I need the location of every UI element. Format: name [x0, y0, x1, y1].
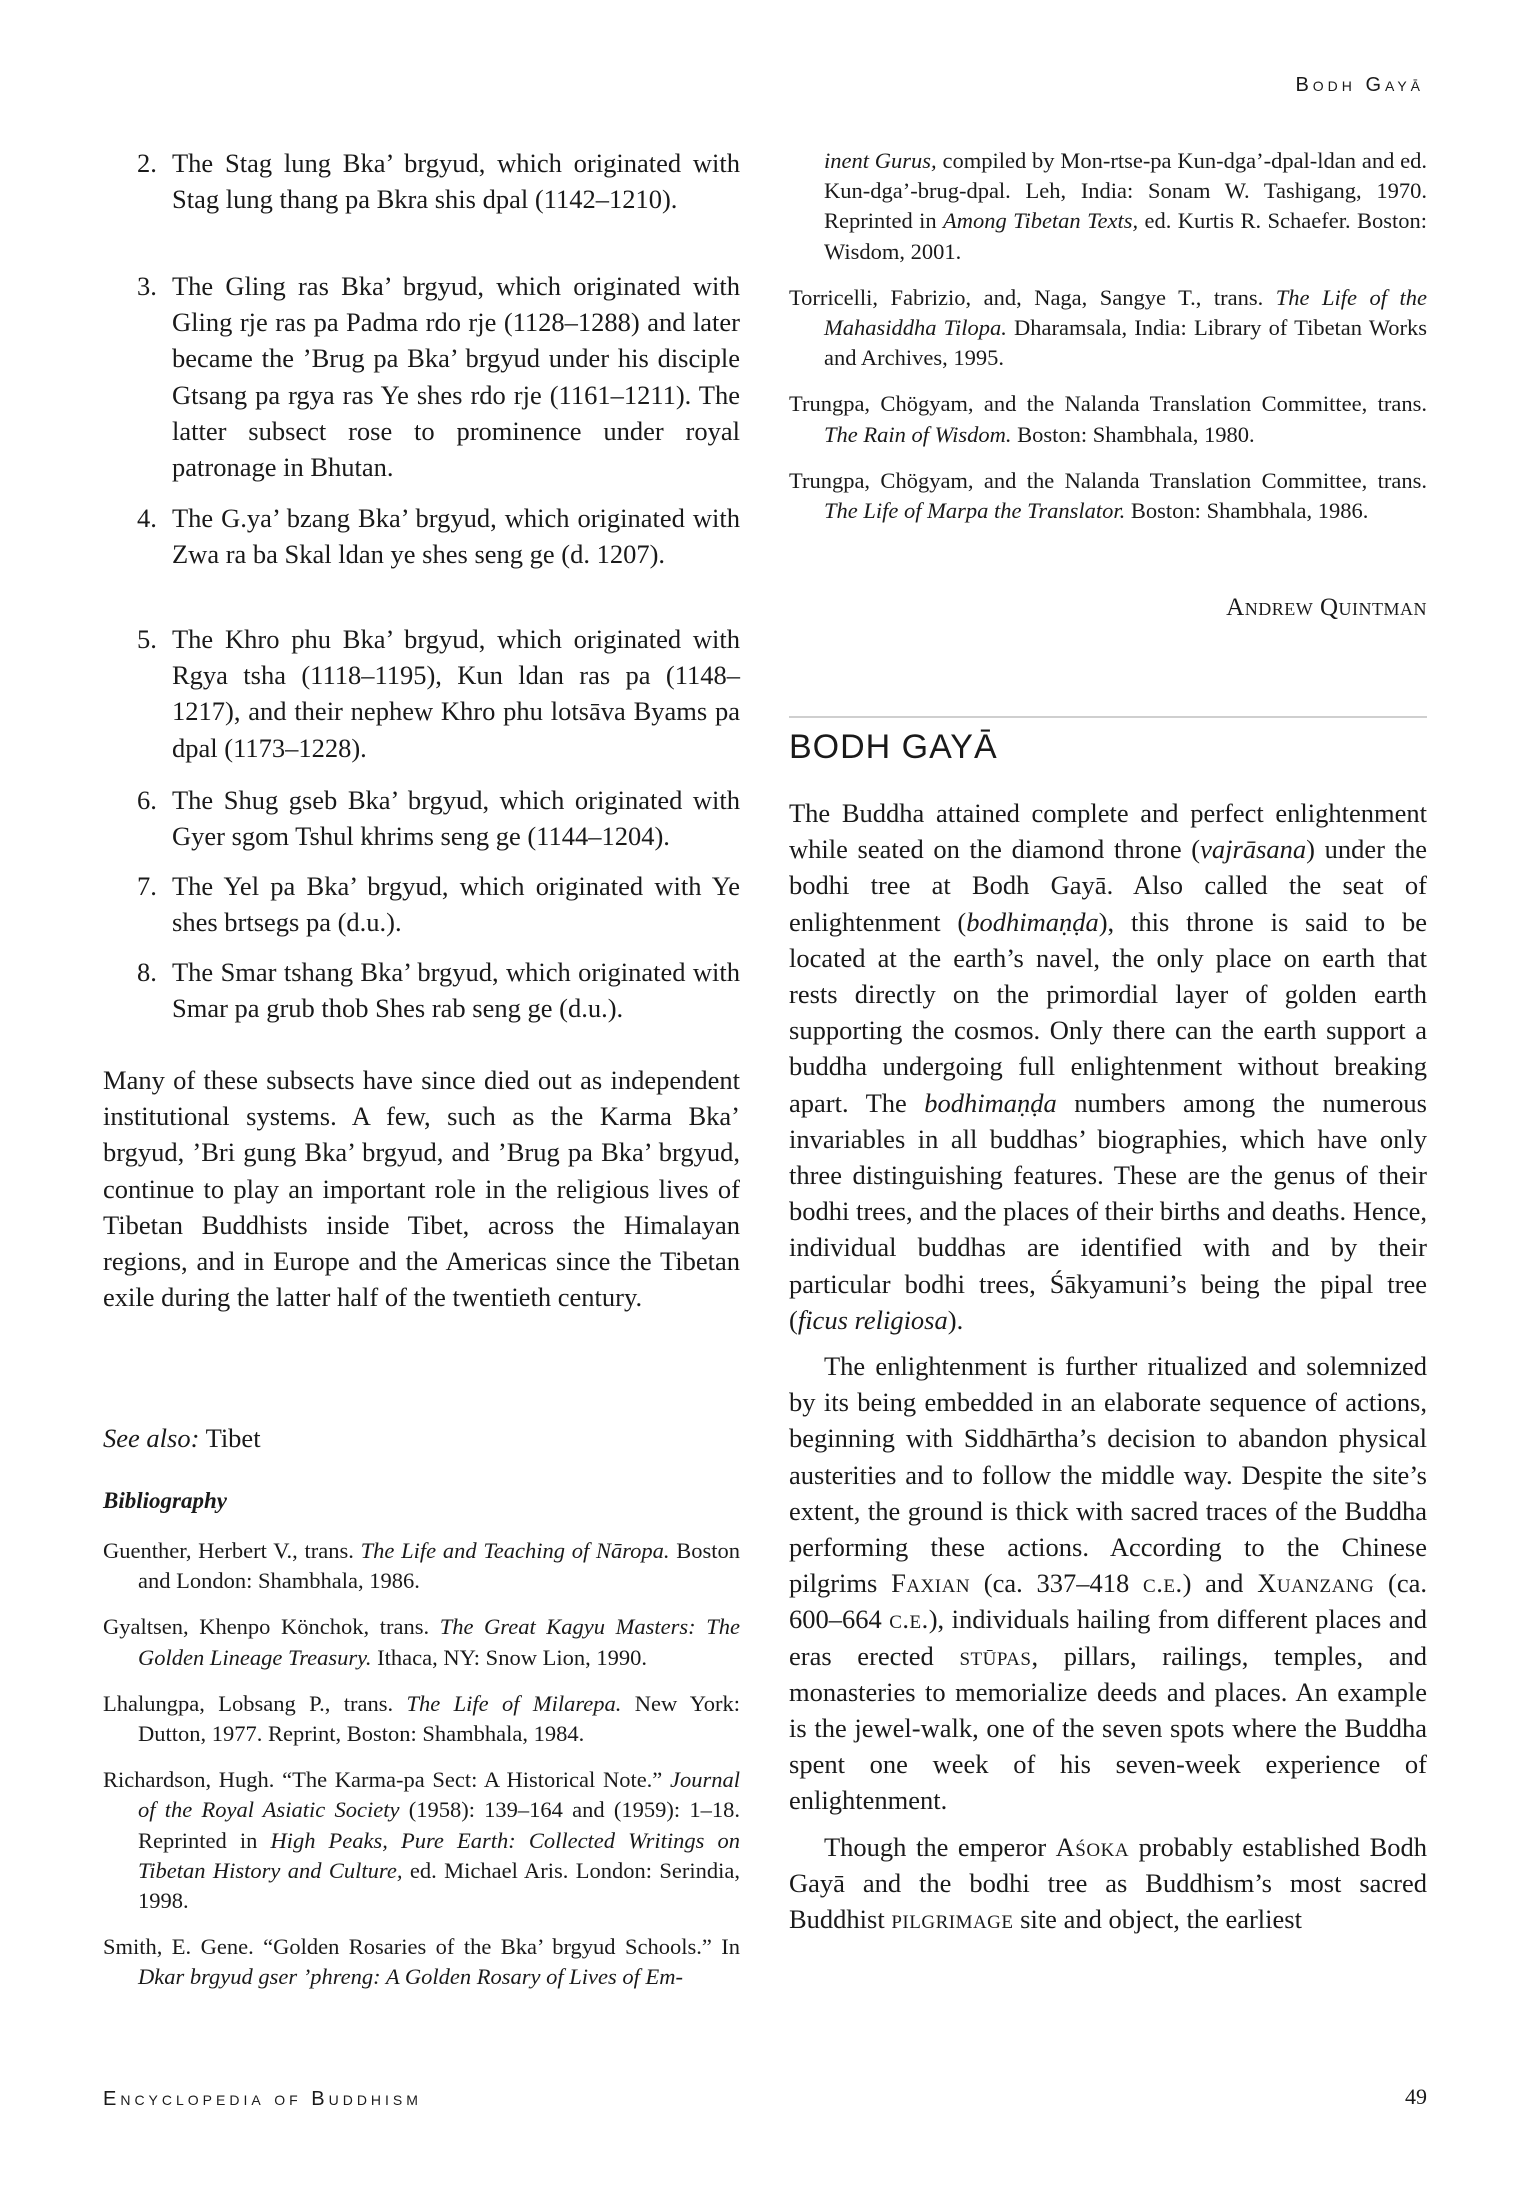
- list-text: The Stag lung Bka’ brgyud, which originated with Stag lung thang pa Bkra shis dpal (1142–1210).: [172, 148, 740, 215]
- text-segment: (1958): 139–164 and (1959): 1–18. Reprinted in: [138, 1797, 740, 1853]
- text-segment: Ithaca, NY: Snow Lion, 1990.: [371, 1644, 647, 1670]
- bibliography-list-right: [789, 146, 1427, 542]
- text-segment: (ca. 600–664: [789, 1568, 1427, 1635]
- list-text: The G.ya’ bzang Bka’ brgyud, which originated with Zwa ra ba Skal ldan ye shes seng ge (d. 1207).: [172, 503, 740, 570]
- text-segment: (ca. 337–418: [970, 1568, 1144, 1599]
- italic-text: ficus religiosa: [797, 1304, 948, 1335]
- text-segment: Smith, E. Gene. “Golden Rosaries of the Bka’ brgyud Schools.” In: [103, 1934, 740, 1960]
- text-segment: Boston: Shambhala, 1986.: [1125, 498, 1369, 524]
- italic-text: The Life of Milarepa.: [406, 1690, 622, 1716]
- italic-text: bodhimaṇḍa: [966, 906, 1099, 937]
- list-number: 6.: [137, 785, 157, 815]
- list-number: 4.: [137, 503, 157, 533]
- italic-text: vajrāsana: [1200, 834, 1307, 865]
- text-segment: New York: Dutton, 1977. Reprint, Boston: Shambhala, 1984.: [138, 1690, 740, 1747]
- list-item: [137, 500, 740, 572]
- cross-reference-link[interactable]: pilgrimage: [891, 1904, 1014, 1935]
- text-segment: Guenther, Herbert V., trans.: [103, 1538, 361, 1563]
- text-segment: Dharamsala, India: Library of Tibetan Works and Archives, 1995.: [824, 315, 1428, 371]
- body-paragraph: [789, 1348, 1427, 1819]
- text-segment: , pillars, railings, temples, and monasteries to memorialize deeds and places. An example is the jewel-walk, one of the seven spots where the Buddha spent one week of his seven-week experience of enlightenment.: [789, 1640, 1427, 1816]
- see-also: [103, 1420, 261, 1456]
- text-segment: The Buddha attained complete and perfect enlightenment while seated on the diamond throne (: [789, 798, 1427, 865]
- italic-text: High Peaks, Pure Earth: Collected Writings on Tibetan History and Culture,: [138, 1827, 741, 1883]
- bibliography-entry: [789, 466, 1427, 526]
- footer-book-title: Encyclopedia of Buddhism: [103, 2088, 422, 2110]
- cross-reference-link[interactable]: Xuanzang: [1257, 1568, 1375, 1599]
- bibliography-entry: [103, 1536, 740, 1596]
- bibliography-heading: Bibliography: [103, 1488, 227, 1513]
- text-segment: Gyaltsen, Khenpo Könchok, trans.: [103, 1614, 440, 1640]
- article-author: Andrew Quintman: [1226, 594, 1427, 621]
- list-text: The Smar tshang Bka’ brgyud, which originated with Smar pa grub thob Shes rab seng ge (d.u.).: [172, 957, 740, 1024]
- text-segment: Richardson, Hugh. “The Karma-pa Sect: A Historical Note.”: [103, 1767, 670, 1793]
- list-number: 7.: [137, 871, 157, 901]
- text-segment: ).: [947, 1304, 964, 1335]
- text-segment: The enlightenment is further ritualized and solemnized by its being embedded in an elaborate sequence of actions, beginning with Siddhārtha’s decision to abandon physical austerities and to follow the middle way. Despite the site’s extent, the ground is thick with sacred traces of the Buddha performing these actions. According to the Chinese pilgrims: [789, 1351, 1427, 1599]
- list-item: [137, 954, 740, 1026]
- bibliography-list-left: [103, 1536, 740, 2009]
- text-segment: ), individuals hailing from different places and eras erected: [789, 1604, 1427, 1671]
- italic-text: The Great Kagyu Masters: The Golden Lineage Treasury.: [138, 1614, 740, 1670]
- text-segment: ), this throne is said to be located at the earth’s navel, the only place on earth that rests directly on the primordial layer of golden earth supporting the cosmos. Only there can the earth support a buddha undergoing full enlightenment without breaking apart. The: [789, 906, 1427, 1118]
- italic-text: The Life of Marpa the Translator.: [824, 498, 1126, 524]
- bibliography-entry: [789, 389, 1427, 449]
- text-segment: site and object, the earliest: [1013, 1904, 1302, 1935]
- list-text: The Shug gseb Bka’ brgyud, which originated with Gyer sgom Tshul khrims seng ge (1144–1204).: [172, 785, 740, 852]
- bibliography-entry: [103, 1689, 740, 1749]
- italic-text: Journal of the Royal Asiatic Society: [138, 1767, 740, 1823]
- text-segment: Though the emperor: [824, 1831, 1056, 1862]
- see-also-label: See also:: [103, 1423, 200, 1453]
- cross-reference-link[interactable]: Faxian: [891, 1568, 971, 1599]
- bibliography-entry-continued: [789, 146, 1427, 267]
- list-text: The Gling ras Bka’ brgyud, which originated with Gling rje ras pa Padma rdo rje (1128–1288) and later became the ’Brug pa Bka’ brgyud under his disciple Gtsang pa rgya ras Ye shes rdo rje (1161–1211). The latter subsect rose to prominence under royal patronage in Bhutan.: [172, 271, 740, 483]
- italic-text: Dkar brgyud gser ’phreng: A Golden Rosary of Lives of Em-: [138, 1964, 683, 1990]
- text-segment: ed. Michael Aris. London: Serindia, 1998.: [138, 1857, 740, 1914]
- list-number: 5.: [137, 624, 157, 654]
- list-item: [137, 782, 740, 854]
- section-divider: [789, 716, 1427, 718]
- list-item: [137, 621, 740, 766]
- list-item: [137, 868, 740, 940]
- bibliography-entry: [789, 283, 1427, 374]
- text-segment: compiled by Mon-rtse-pa Kun-dga’-dpal-ldan and ed. Kun-dga’-brug-dpal. Leh, India: Sonam W. Tashigang, 1970. Reprinted in: [824, 148, 1427, 234]
- text-segment: ) under the bodhi tree at Bodh Gayā. Also called the seat of enlightenment (: [789, 834, 1427, 937]
- italic-text: inent Gurus,: [824, 148, 937, 173]
- italic-text: Among Tibetan Texts,: [943, 208, 1139, 234]
- text-segment: numbers among the numerous invariables in all buddhas’ biographies, which have only three distinguishing features. These are the genus of their bodhi trees, and the places of their births and deaths. Hence, individual buddhas are identified with and by their particular bodhi trees, Śākyamuni’s being the pipal tree (: [789, 1087, 1427, 1335]
- list-text: The Khro phu Bka’ brgyud, which originated with Rgya tsha (1118–1195), Kun ldan ras pa (1148–1217), and their nephew Khro phu lotsāva Byams pa dpal (1173–1228).: [172, 624, 740, 763]
- list-number: 8.: [137, 957, 157, 987]
- italic-text: The Life and Teaching of Nāropa.: [360, 1538, 670, 1563]
- cross-reference-link[interactable]: Aśoka: [1055, 1831, 1130, 1862]
- text-segment: ed. Kurtis R. Schaefer. Boston: Wisdom, 2001.: [824, 208, 1427, 264]
- list-text: The Yel pa Bka’ brgyud, which originated with Ye shes brtsegs pa (d.u.).: [172, 871, 740, 938]
- body-paragraph: [789, 795, 1427, 1338]
- text-segment: Boston: Shambhala, 1980.: [1011, 421, 1255, 447]
- list-number: 2.: [137, 148, 157, 178]
- running-header: Bodh Gayā: [1295, 74, 1424, 96]
- bibliography-entry: [103, 1765, 740, 1916]
- text-segment: Lhalungpa, Lobsang P., trans.: [103, 1690, 407, 1716]
- bibliography-entry: [103, 1612, 740, 1672]
- text-segment: probably established Bodh Gayā and the bodhi tree as Buddhism’s most sacred Buddhist: [789, 1831, 1427, 1935]
- italic-text: The Rain of Wisdom.: [824, 421, 1012, 447]
- list-item: [137, 145, 740, 217]
- text-segment: Torricelli, Fabrizio, and, Naga, Sangye T., trans.: [789, 284, 1276, 310]
- article-title: BODH GAYĀ: [789, 728, 998, 766]
- italic-text: The Life of the Mahasiddha Tilopa.: [824, 284, 1427, 341]
- text-segment: Trungpa, Chögyam, and the Nalanda Translation Committee, trans.: [789, 467, 1427, 493]
- body-paragraph: Many of these subsects have since died out as independent institutional systems. A few, such as the Karma Bka’ brgyud, ’Bri gung Bka’ brgyud, and ’Brug pa Bka’ brgyud, continue to play an important role in the religious lives of Tibetan Buddhists inside Tibet, across the Himalayan regions, and in Europe and the Americas since the Tibetan exile during the latter half of the twentieth century.: [103, 1065, 740, 1313]
- text-segment: Boston and London: Shambhala, 1986.: [138, 1538, 741, 1594]
- body-paragraph: [789, 1829, 1427, 1938]
- bibliography-entry: [103, 1932, 740, 1992]
- cross-reference-link[interactable]: stūpas: [959, 1640, 1032, 1671]
- list-number: 3.: [137, 271, 157, 301]
- cross-reference-link[interactable]: c.e.: [1143, 1568, 1183, 1599]
- text-segment: ) and: [1182, 1568, 1258, 1599]
- see-also-link[interactable]: Tibet: [205, 1423, 261, 1453]
- list-item: [137, 268, 740, 485]
- text-segment: Trungpa, Chögyam, and the Nalanda Translation Committee, trans.: [789, 391, 1427, 417]
- cross-reference-link[interactable]: c.e.: [889, 1604, 929, 1635]
- page-number: 49: [1405, 2084, 1427, 2109]
- italic-text: bodhimaṇḍa: [924, 1087, 1057, 1118]
- article-body: [789, 795, 1427, 1937]
